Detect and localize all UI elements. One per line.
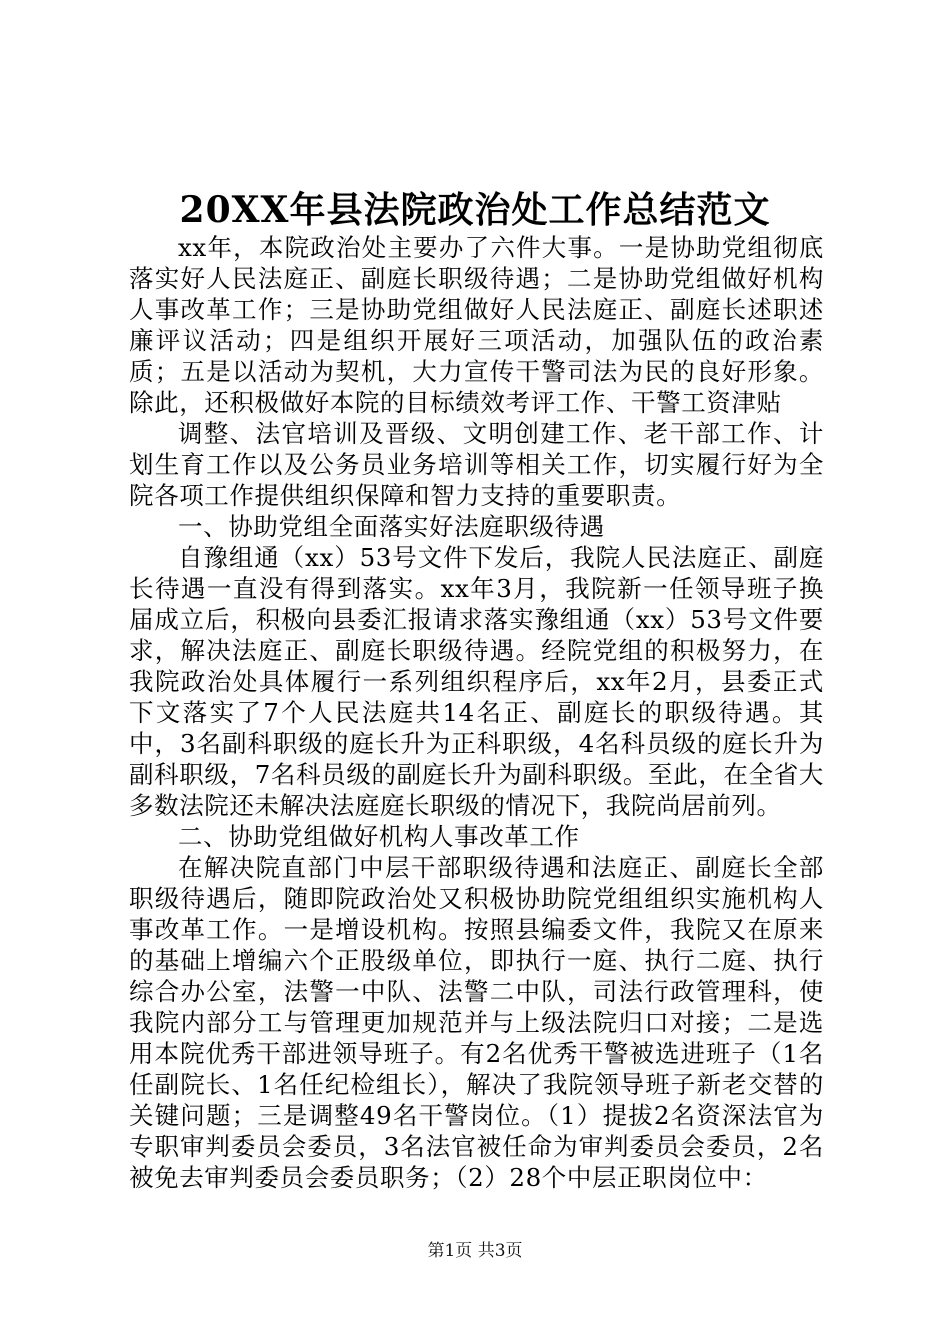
section-heading-1: 一、协助党组全面落实好法庭职级待遇 bbox=[178, 512, 605, 541]
section-heading-2: 二、协助党组做好机构人事改革工作 bbox=[178, 822, 580, 851]
paragraph-section-1: 自豫组通（xx）53号文件下发后，我院人民法庭正、副庭长待遇一直没有得到落实。xx年3月，我院新一任领导班子换届成立后，积极向县委汇报请求落实豫组通（xx）53号文件要求，解决法庭正、副庭长职级待遇。经院党组的积极努力，在我院政治处具体履行一系列组织程序后，xx年2月，县委正式下文落实了7个人民法庭共14名正、副庭长的职级待遇。其中，3名副科职级的庭长升为正科职级，4名科员级的庭长升为副科职级，7名科员级的副庭长升为副科职级。至此，在全省大多数法院还未解决法庭庭长职级的情况下，我院尚居前列。 bbox=[129, 543, 824, 820]
paragraph-section-2: 在解决院直部门中层干部职级待遇和法庭正、副庭长全部职级待遇后，随即院政治处又积极协助院党组组织实施机构人事改革工作。一是增设机构。按照县编委文件，我院又在原来的基础上增编六个正股级单位，即执行一庭、执行二庭、执行综合办公室，法警一中队、法警二中队，司法行政管理科，使我院内部分工与管理更加规范并与上级法院归口对接；二是选用本院优秀干部进领导班子。有2名优秀干警被选进班子（1名任副院长、1名任纪检组长），解决了我院领导班子新老交替的关键问题；三是调整49名干警岗位。（1）提拔2名资深法官为专职审判委员会委员，3名法官被任命为审判委员会委员，2名被免去审判委员会委员职务；（2）28个中层正职岗位中： bbox=[129, 853, 824, 1192]
page-number: 第1页 共3页 bbox=[427, 1241, 523, 1261]
document-title: 20XX年县法院政治处工作总结范文 bbox=[179, 189, 771, 231]
paragraph-summary-continued: 调整、法官培训及晋级、文明创建工作、老干部工作、计划生育工作以及公务员业务培训等相关工作，切实履行好为全院各项工作提供组织保障和智力支持的重要职责。 bbox=[129, 419, 824, 510]
document-body bbox=[129, 232, 824, 1193]
paragraph-summary: xx年，本院政治处主要办了六件大事。一是协助党组彻底落实好人民法庭正、副庭长职级待遇；二是协助党组做好机构人事改革工作；三是协助党组做好人民法庭正、副庭长述职述廉评议活动；四是组织开展好三项活动，加强队伍的政治素质；五是以活动为契机，大力宣传干警司法为民的良好形象。除此，还积极做好本院的目标绩效考评工作、干警工资津贴 bbox=[129, 233, 824, 417]
